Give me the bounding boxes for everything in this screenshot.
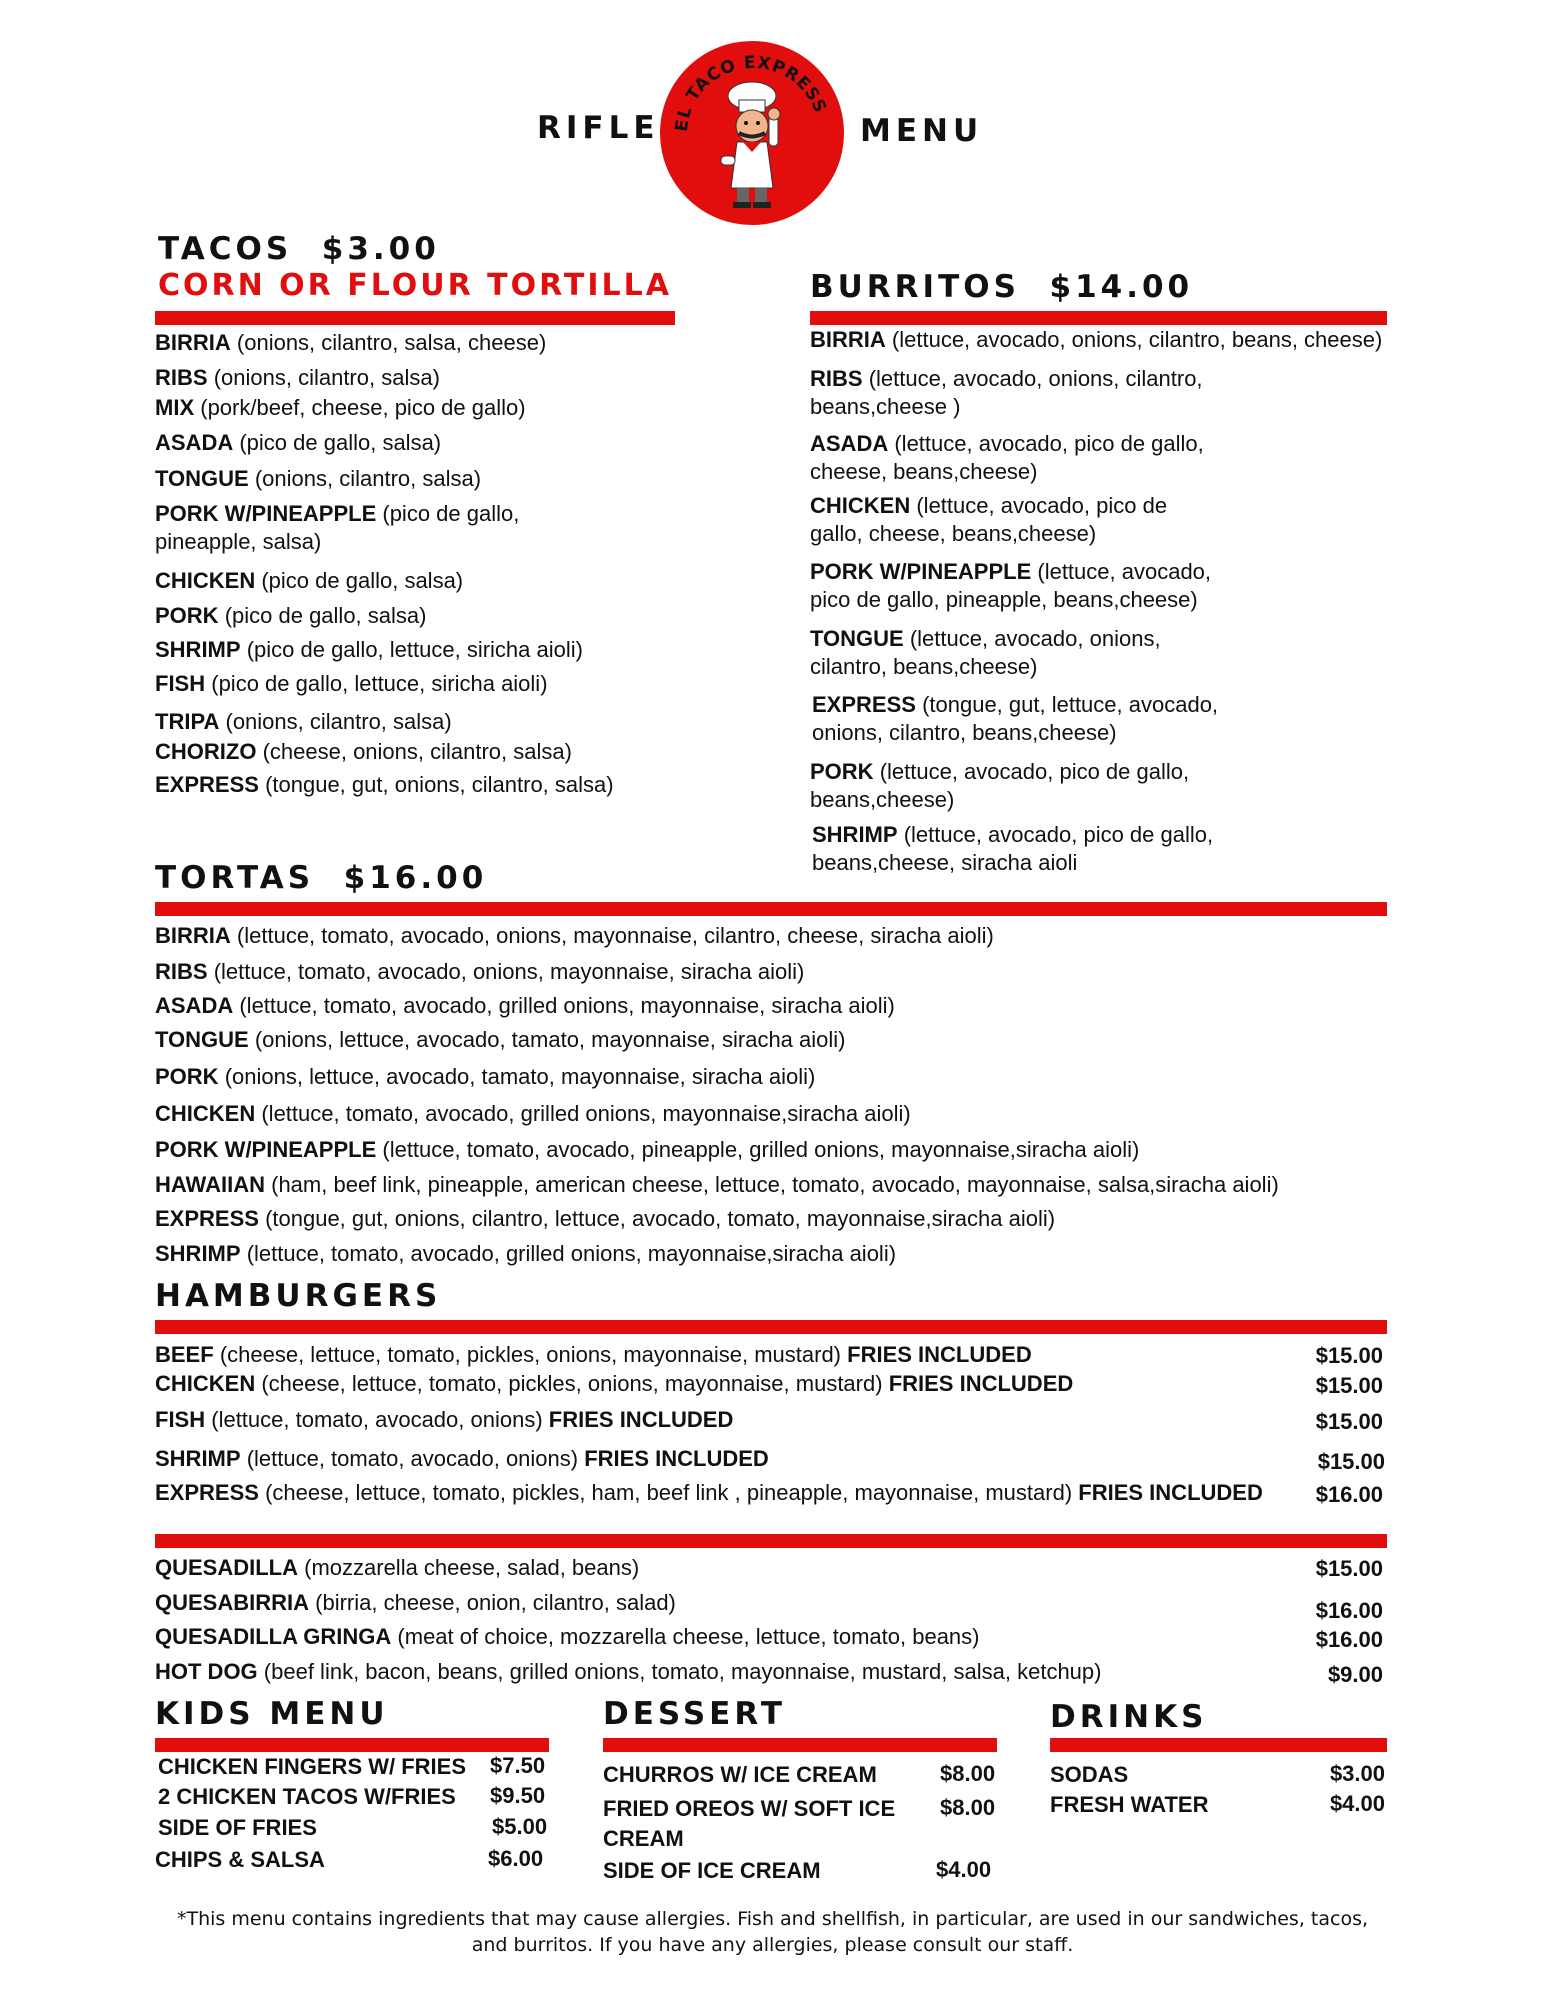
price: $9.50: [490, 1783, 546, 1808]
tortas-divider: [155, 902, 1387, 916]
tacos-divider: [155, 311, 675, 325]
list-item: SHRIMP (lettuce, avocado, pico de gallo, beans,cheese, siracha aioli: [812, 822, 1214, 875]
price: $4.00: [936, 1857, 992, 1882]
list-item: QUESABIRRIA (birria, cheese, onion, cilantro, salad): [155, 1590, 676, 1615]
kids-title: KIDS MENU: [155, 1696, 389, 1732]
tortas-title-label: TORTAS: [155, 860, 315, 896]
logo-text: EL TACO EXPRESS: [671, 52, 831, 133]
list-item: ASADA (lettuce, avocado, pico de gallo, cheese, beans,cheese): [810, 431, 1204, 484]
list-item: 2 CHICKEN TACOS W/FRIES: [158, 1784, 456, 1809]
kids-divider: [155, 1738, 549, 1752]
list-item: TONGUE (onions, cilantro, salsa): [155, 466, 482, 491]
list-item: FRESH WATER: [1050, 1792, 1209, 1817]
list-item: PORK W/PINEAPPLE (pico de gallo, pineapple, salsa): [155, 501, 520, 554]
price: $16.00: [1315, 1482, 1383, 1507]
list-item: MIX (pork/beef, cheese, pico de gallo): [155, 395, 526, 420]
list-item: RIBS (lettuce, tomato, avocado, onions, mayonnaise, siracha aioli): [155, 959, 805, 984]
hamburgers-title: HAMBURGERS: [155, 1278, 442, 1314]
price: $3.00: [1329, 1761, 1385, 1786]
list-item: HAWAIIAN (ham, beef link, pineapple, american cheese, lettuce, tomato, avocado, mayonnaise, salsa,siracha aioli): [155, 1172, 1279, 1197]
price: $15.00: [1315, 1556, 1383, 1581]
price: $7.50: [490, 1753, 546, 1778]
tacos-price: $3.00: [321, 231, 440, 267]
logo: [657, 38, 847, 228]
list-item: FRIED OREOS W/ SOFT ICE CREAM: [603, 1796, 896, 1851]
allergy-note: [100, 1906, 1445, 1958]
dessert-title: DESSERT: [603, 1696, 786, 1732]
list-item: PORK (onions, lettuce, avocado, tamato, mayonnaise, siracha aioli): [155, 1064, 816, 1089]
list-item: SHRIMP (lettuce, tomato, avocado, grilled onions, mayonnaise,siracha aioli): [155, 1241, 897, 1266]
price: $4.00: [1329, 1791, 1385, 1816]
burritos-title: [810, 269, 1193, 305]
price: $15.00: [1317, 1449, 1385, 1474]
list-item: SIDE OF ICE CREAM: [603, 1858, 821, 1883]
list-item: PORK (pico de gallo, salsa): [155, 603, 427, 628]
price: $15.00: [1315, 1343, 1383, 1368]
burritos-price: $14.00: [1049, 269, 1194, 305]
tacos-title: [158, 231, 440, 267]
allergy-note-line2: and burritos. If you have any allergies, please consult our staff.: [471, 1934, 1074, 1956]
list-item: TONGUE (onions, lettuce, avocado, tamato, mayonnaise, siracha aioli): [155, 1027, 846, 1052]
list-item: CHICKEN (lettuce, avocado, pico de gallo, cheese, beans,cheese): [810, 493, 1168, 546]
price: $6.00: [488, 1846, 544, 1871]
hamburgers-divider: [155, 1320, 1387, 1334]
list-item: HOT DOG (beef link, bacon, beans, grilled onions, tomato, mayonnaise, mustard, salsa, ketchup): [155, 1659, 1102, 1684]
burritos-divider: [810, 311, 1387, 325]
list-item: SODAS: [1050, 1762, 1129, 1787]
list-item: CHIPS & SALSA: [155, 1847, 325, 1872]
header-left-word: RIFLE: [537, 110, 660, 146]
list-item: SHRIMP (lettuce, tomato, avocado, onions) FRIES INCLUDED: [155, 1446, 769, 1471]
list-item: EXPRESS (tongue, gut, onions, cilantro, salsa): [155, 772, 614, 797]
list-item: RIBS (onions, cilantro, salsa): [155, 365, 440, 390]
list-item: TONGUE (lettuce, avocado, onions, cilantro, beans,cheese): [810, 626, 1161, 679]
price: $9.00: [1327, 1662, 1383, 1687]
header-right-word: MENU: [860, 113, 984, 149]
list-item: BIRRIA (lettuce, tomato, avocado, onions, mayonnaise, cilantro, cheese, siracha aioli): [155, 923, 994, 948]
price: $15.00: [1315, 1373, 1383, 1398]
list-item: EXPRESS (tongue, gut, onions, cilantro, lettuce, avocado, tomato, mayonnaise,siracha aioli): [155, 1206, 1056, 1231]
list-item: CHICKEN (lettuce, tomato, avocado, grilled onions, mayonnaise,siracha aioli): [155, 1101, 911, 1126]
list-item: BIRRIA (lettuce, avocado, onions, cilantro, beans, cheese): [810, 327, 1383, 352]
others-divider: [155, 1534, 1387, 1548]
burritos-title-label: BURRITOS: [810, 269, 1020, 305]
drinks-title: DRINKS: [1050, 1699, 1208, 1735]
list-item: QUESADILLA GRINGA (meat of choice, mozzarella cheese, lettuce, tomato, beans): [155, 1624, 980, 1649]
list-item: FISH (lettuce, tomato, avocado, onions) FRIES INCLUDED: [155, 1407, 734, 1432]
price: $16.00: [1315, 1627, 1383, 1652]
drinks-divider: [1050, 1738, 1387, 1752]
list-item: PORK W/PINEAPPLE (lettuce, tomato, avocado, pineapple, grilled onions, mayonnaise,siracha aioli): [155, 1137, 1140, 1162]
price: $8.00: [940, 1761, 996, 1786]
price: $15.00: [1315, 1409, 1383, 1434]
list-item: PORK (lettuce, avocado, pico de gallo, beans,cheese): [810, 759, 1190, 812]
tortas-title: [155, 860, 487, 896]
price: $16.00: [1315, 1598, 1383, 1623]
list-item: CHICKEN FINGERS W/ FRIES: [158, 1754, 467, 1779]
tacos-title-label: TACOS: [158, 231, 293, 267]
list-item: RIBS (lettuce, avocado, onions, cilantro, beans,cheese ): [810, 366, 1203, 419]
tortas-price: $16.00: [343, 860, 488, 896]
allergy-note-line1: *This menu contains ingredients that may cause allergies. Fish and shellfish, in particular, are used in our sandwiches, tacos,: [176, 1908, 1369, 1930]
list-item: EXPRESS (cheese, lettuce, tomato, pickles, ham, beef link , pineapple, mayonnaise, mustard) FRIES INCLUDED: [155, 1480, 1263, 1505]
price: $8.00: [940, 1795, 996, 1820]
list-item: QUESADILLA (mozzarella cheese, salad, beans): [155, 1555, 640, 1580]
list-item: EXPRESS (tongue, gut, lettuce, avocado, onions, cilantro, beans,cheese): [812, 692, 1219, 745]
list-item: FISH (pico de gallo, lettuce, siricha aioli): [155, 671, 548, 696]
list-item: CHICKEN (pico de gallo, salsa): [155, 568, 464, 593]
list-item: SIDE OF FRIES: [158, 1815, 317, 1840]
list-item: BEEF (cheese, lettuce, tomato, pickles, onions, mayonnaise, mustard) FRIES INCLUDED: [155, 1342, 1032, 1367]
list-item: CHORIZO (cheese, onions, cilantro, salsa): [155, 739, 572, 764]
tacos-subtitle: CORN OR FLOUR TORTILLA: [158, 268, 672, 303]
list-item: SHRIMP (pico de gallo, lettuce, siricha aioli): [155, 637, 583, 662]
list-item: PORK W/PINEAPPLE (lettuce, avocado, pico de gallo, pineapple, beans,cheese): [810, 559, 1212, 612]
dessert-divider: [603, 1738, 997, 1752]
list-item: ASADA (lettuce, tomato, avocado, grilled onions, mayonnaise, siracha aioli): [155, 993, 895, 1018]
price: $5.00: [492, 1814, 548, 1839]
list-item: CHICKEN (cheese, lettuce, tomato, pickles, onions, mayonnaise, mustard) FRIES INCLUDED: [155, 1371, 1074, 1396]
list-item: BIRRIA (onions, cilantro, salsa, cheese): [155, 330, 547, 355]
list-item: ASADA (pico de gallo, salsa): [155, 430, 442, 455]
list-item: TRIPA (onions, cilantro, salsa): [155, 709, 452, 734]
list-item: CHURROS W/ ICE CREAM: [603, 1762, 877, 1787]
